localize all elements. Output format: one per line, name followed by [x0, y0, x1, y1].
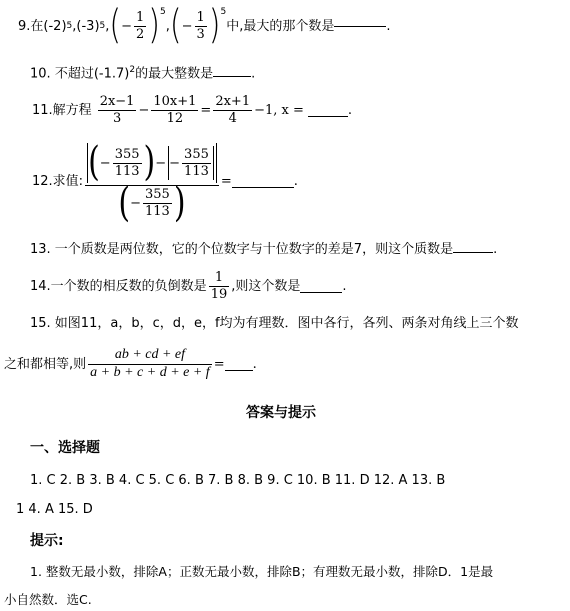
- q13-end: .: [493, 242, 498, 257]
- q14-denominator: 19: [210, 286, 228, 302]
- hint-line-1: 1. 整数无最小数，排除A；正数无最小数，排除B；有理数无最小数，排除D．1是最: [30, 564, 494, 579]
- q12-n2-sign: −: [169, 155, 181, 171]
- q9-f1-sign: −: [121, 18, 133, 34]
- q10-number: 10.: [30, 66, 51, 82]
- right-paren: ): [208, 1, 221, 49]
- q15-end: .: [252, 356, 257, 372]
- q9-f1-exp: 5: [160, 7, 166, 17]
- answer-blank[interactable]: [225, 369, 253, 371]
- hint-line-2: 小自然数．选C.: [4, 592, 92, 607]
- q14-text2: ,则这个数是: [231, 278, 301, 294]
- q11-end: .: [347, 102, 353, 118]
- abs-bar: [216, 143, 217, 183]
- q9-prefix: 在: [30, 18, 44, 34]
- q9-f2-denominator: 3: [196, 26, 205, 42]
- right-paren: ): [148, 1, 161, 49]
- q10-text1: 不超过: [54, 66, 94, 82]
- q12-n2-denominator: 113: [184, 163, 209, 179]
- q12-n1-sign: −: [99, 155, 111, 171]
- q11-f3-numerator: 2x+1: [215, 93, 251, 109]
- q11-f2-numerator: 10x+1: [153, 93, 197, 109]
- left-paren: (: [88, 139, 100, 187]
- q9-sep3: ,: [165, 18, 170, 34]
- q15-equals: =: [213, 356, 225, 372]
- q11-fraction-3: [213, 95, 252, 125]
- q12-label: 12.求值:: [32, 173, 84, 189]
- answer-blank[interactable]: [232, 186, 294, 188]
- q12-numerator: [85, 139, 219, 187]
- q15-line1: 15. 如图11，a，b，c，d，e，f均为有理数．图中各行，各列、两条对角线上三个数: [30, 316, 519, 331]
- q14-end: .: [342, 278, 347, 294]
- q9-f1-denominator: 2: [136, 26, 145, 42]
- q12-end: .: [293, 173, 298, 189]
- answer-blank[interactable]: [453, 251, 493, 253]
- q10-base: (-1.7): [93, 66, 130, 82]
- q11-f1-numerator: 2x−1: [99, 93, 135, 109]
- q11-f1-denominator: 3: [112, 110, 122, 126]
- q9-number: 9.: [18, 18, 31, 34]
- answer-blank[interactable]: [334, 25, 386, 27]
- answer-blank[interactable]: [308, 115, 348, 117]
- answer-blank[interactable]: [213, 75, 251, 77]
- q12-denominator: [116, 179, 187, 227]
- left-paren: (: [118, 179, 131, 227]
- q9-fraction-2: [195, 11, 207, 41]
- q9-suffix: 中,最大的那个数是: [226, 18, 335, 34]
- answer-title: 答案与提示: [246, 405, 316, 421]
- q12-n1-numerator: 355: [114, 147, 140, 163]
- q12-d-denominator: 113: [145, 204, 170, 219]
- question-11: [32, 90, 352, 130]
- q11-label: 11.解方程: [32, 102, 92, 118]
- question-15-line1: [30, 317, 519, 330]
- q11-minus: −: [138, 102, 150, 118]
- q15-fraction: [88, 348, 212, 380]
- question-13: [30, 243, 497, 256]
- q12-n-minus: −: [155, 155, 167, 171]
- q9-f2-exp: 5: [220, 7, 227, 17]
- q9-sep1: ,: [72, 18, 77, 34]
- q11-fraction-2: [151, 95, 198, 125]
- q11-fraction-1: [98, 95, 137, 125]
- q9-term-b-exp: 5: [99, 20, 106, 31]
- section-1-title: 一、选择题: [30, 440, 100, 456]
- q13-text: 13. 一个质数是两位数，它的个位数字与十位数字的差是7，则这个质数是: [30, 242, 454, 257]
- question-12: [32, 133, 298, 229]
- q12-n1-denominator: 113: [114, 163, 140, 179]
- q14-fraction: [209, 271, 230, 301]
- q11-f2-denominator: 12: [166, 110, 184, 126]
- left-paren: (: [109, 1, 122, 49]
- q11-f3-denominator: 4: [228, 110, 237, 126]
- q10-text2: 的最大整数是: [135, 66, 214, 82]
- q12-main-fraction: [85, 139, 219, 227]
- answers-line-1: 1. C 2. B 3. B 4. C 5. C 6. B 7. B 8. B 9. C 10. B 11. D 12. A 13. B: [30, 473, 446, 488]
- q9-end: .: [386, 18, 391, 34]
- q15-line2-prefix: 之和都相等,则: [4, 356, 87, 372]
- question-9: [18, 1, 391, 49]
- q11-equals: =: [200, 102, 212, 118]
- question-10: [30, 66, 255, 80]
- q9-term-a-exp: 5: [66, 20, 73, 31]
- q11-tail: −1, x =: [254, 102, 304, 118]
- q10-end: .: [251, 66, 256, 82]
- q9-sep2: ,: [105, 18, 110, 34]
- question-14: [30, 266, 347, 306]
- right-paren: ): [173, 179, 186, 227]
- q12-n1-fraction: [113, 148, 142, 178]
- right-paren: ): [143, 139, 156, 187]
- q12-d-sign: −: [130, 195, 141, 211]
- question-15-line2: [4, 344, 257, 384]
- q12-d-fraction: [143, 188, 172, 218]
- q15-numerator: ab + cd + ef: [114, 346, 186, 362]
- q9-term-b: (-3): [76, 18, 100, 34]
- q9-term-a: (-2): [43, 18, 67, 34]
- q14-text1: 14.一个数的相反数的负倒数是: [30, 278, 207, 294]
- q14-numerator: 1: [214, 269, 224, 285]
- q9-fraction-1: [134, 11, 146, 41]
- answer-blank[interactable]: [300, 291, 342, 293]
- q9-f2-numerator: 1: [196, 9, 205, 25]
- q12-n2-numerator: 355: [184, 147, 209, 163]
- left-paren: (: [169, 1, 182, 49]
- hint-title: 提示:: [30, 533, 64, 549]
- q12-d-numerator: 355: [145, 187, 170, 203]
- abs-bar: [213, 146, 214, 180]
- q9-f2-sign: −: [181, 18, 193, 34]
- q15-denominator: a + b + c + d + e + f: [90, 364, 210, 380]
- q9-f1-numerator: 1: [136, 9, 145, 25]
- answers-line-2: 1 4. A 15. D: [16, 502, 93, 517]
- q10-exp: 2: [129, 65, 136, 75]
- q12-n2-fraction: [182, 148, 211, 178]
- q12-equals: =: [220, 173, 232, 189]
